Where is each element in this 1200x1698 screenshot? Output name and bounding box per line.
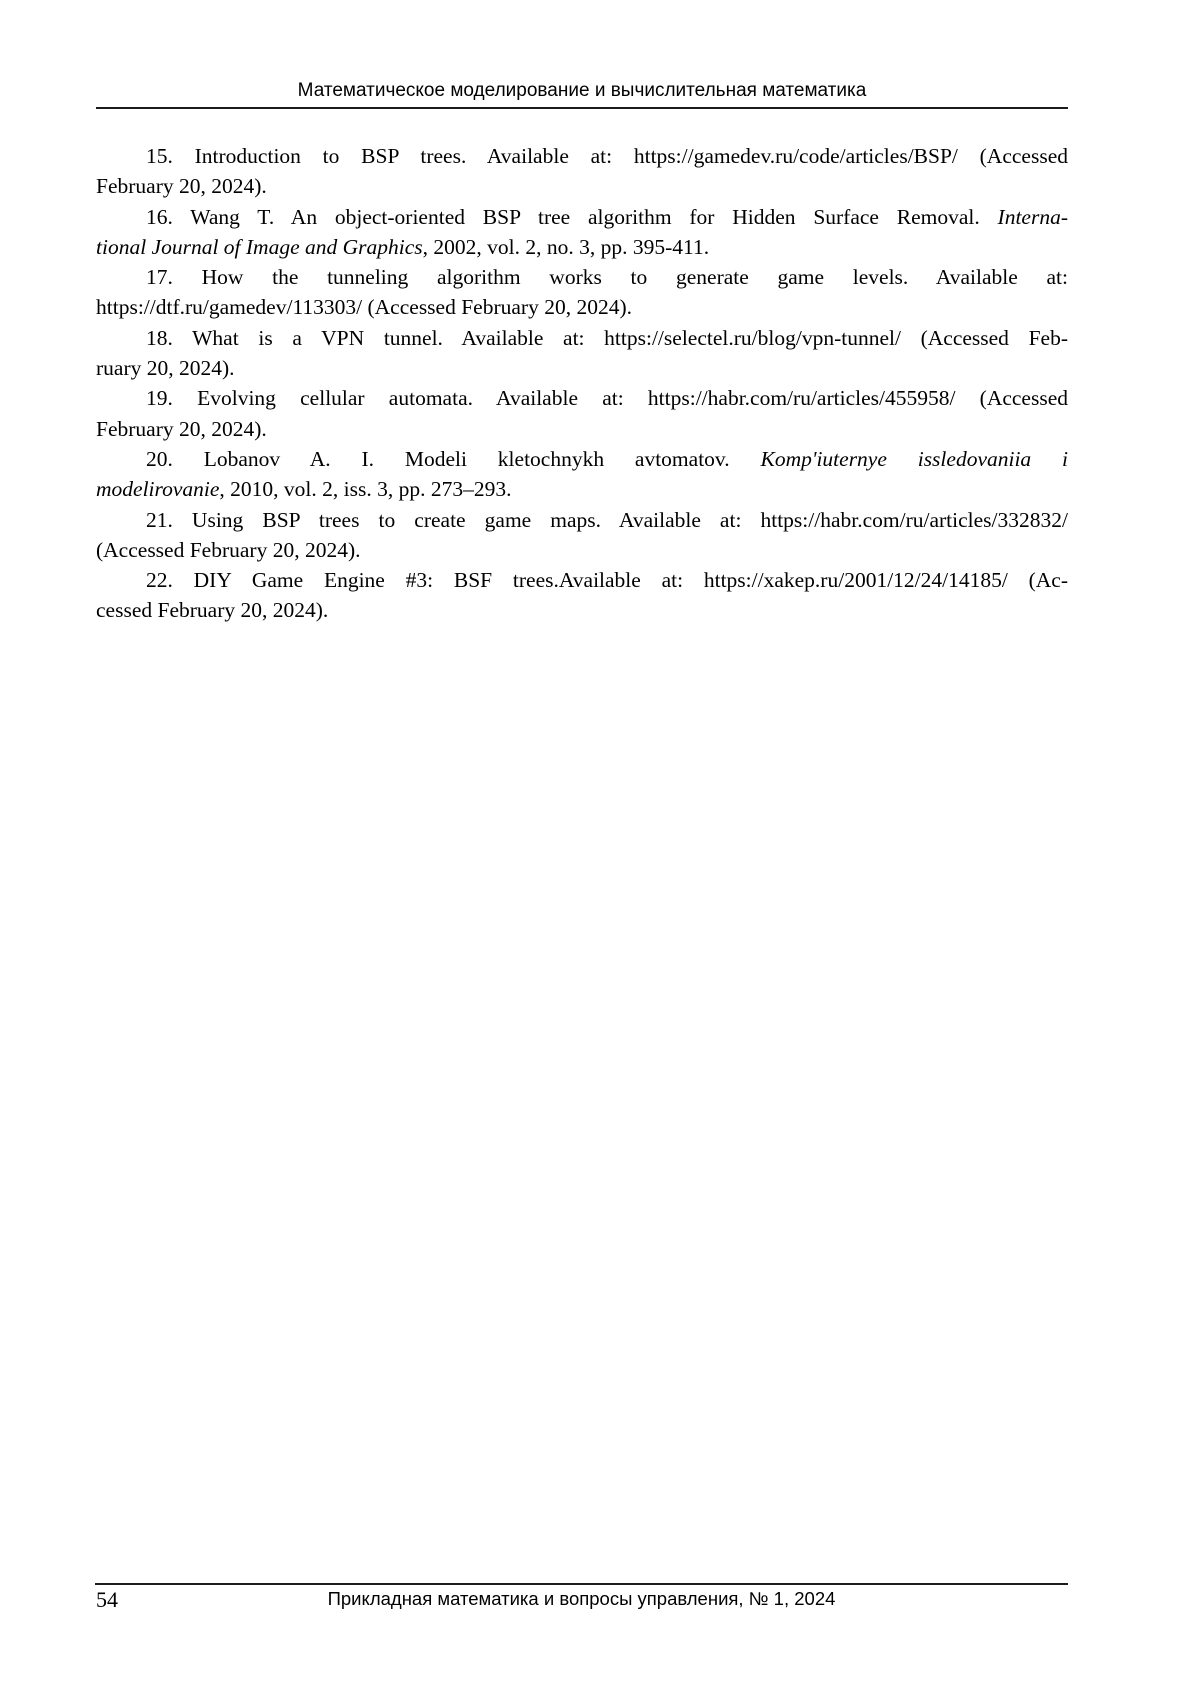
references-list bbox=[96, 141, 1068, 626]
reference-line bbox=[96, 565, 1068, 595]
reference-text-segment: cessed February 20, 2024). bbox=[96, 598, 329, 623]
reference-text-segment: , 2010, vol. 2, iss. 3, pp. 273–293. bbox=[219, 477, 512, 502]
reference-text-segment: 17. How the tunneling algorithm works to generate game levels. Available at: bbox=[146, 265, 1068, 290]
reference-text-segment: , 2002, vol. 2, no. 3, pp. 395-411. bbox=[422, 234, 710, 259]
reference-text-segment: ruary 20, 2024). bbox=[96, 356, 235, 381]
reference-text-segment: February 20, 2024). bbox=[96, 174, 267, 199]
reference-line bbox=[96, 474, 1068, 504]
page-number: 54 bbox=[96, 1587, 118, 1612]
reference-text-segment: 22. DIY Game Engine #3: BSF trees.Available at: https://xakep.ru/2001/12/24/14185/ (Ac- bbox=[146, 568, 1068, 593]
reference-line bbox=[96, 202, 1068, 232]
reference-text-segment: February 20, 2024). bbox=[96, 416, 267, 441]
reference-item bbox=[96, 444, 1068, 505]
reference-item bbox=[96, 202, 1068, 263]
reference-text-segment: 15. Introduction to BSP trees. Available at: https://gamedev.ru/code/articles/BSP/ (Accessed bbox=[146, 144, 1068, 168]
reference-text-segment: 19. Evolving cellular automata. Available at: https://habr.com/ru/articles/455958/ (Accessed bbox=[146, 386, 1068, 411]
reference-journal-name: tional Journal of Image and Graphics bbox=[96, 234, 423, 259]
reference-text-segment: 16. Wang T. An object-oriented BSP tree algorithm for Hidden Surface Removal. bbox=[146, 204, 998, 229]
reference-line bbox=[96, 141, 1068, 171]
reference-line bbox=[96, 595, 1068, 625]
page-footer bbox=[95, 1586, 1068, 1612]
footer-rule bbox=[95, 1583, 1068, 1585]
reference-text-segment: 20. Lobanov A. I. Modeli kletochnykh avtomatov. bbox=[146, 446, 761, 471]
reference-text-segment: 18. What is a VPN tunnel. Available at: https://selectel.ru/blog/vpn-tunnel/ (Accessed Feb- bbox=[146, 325, 1068, 350]
reference-item bbox=[96, 323, 1068, 384]
reference-line bbox=[96, 292, 1068, 322]
reference-line bbox=[96, 505, 1068, 535]
reference-item bbox=[96, 141, 1068, 202]
reference-text-segment: 21. Using BSP trees to create game maps. Available at: https://habr.com/ru/articles/332832/ bbox=[146, 507, 1068, 532]
reference-line bbox=[96, 535, 1068, 565]
journal-title: Прикладная математика и вопросы управления, № 1, 2024 bbox=[327, 1588, 836, 1609]
reference-text-segment: https://dtf.ru/gamedev/113303/ (Accessed February 20, 2024). bbox=[96, 295, 632, 320]
running-header bbox=[96, 80, 1068, 109]
reference-journal-name: modelirovanie bbox=[96, 477, 220, 502]
reference-line bbox=[96, 323, 1068, 353]
reference-journal-name: Komp'iuternye issledovaniia i bbox=[760, 446, 1068, 471]
reference-line bbox=[96, 353, 1068, 383]
reference-journal-name: Interna- bbox=[997, 204, 1068, 229]
reference-line bbox=[96, 414, 1068, 444]
reference-item bbox=[96, 383, 1068, 444]
reference-item bbox=[96, 565, 1068, 626]
reference-text-segment: (Accessed February 20, 2024). bbox=[96, 537, 361, 562]
reference-item bbox=[96, 262, 1068, 323]
reference-line bbox=[96, 383, 1068, 413]
reference-line bbox=[96, 262, 1068, 292]
reference-line bbox=[96, 171, 1068, 201]
reference-line bbox=[96, 232, 1068, 262]
running-header-title: Математическое моделирование и вычислительная математика bbox=[297, 80, 867, 101]
reference-item bbox=[96, 505, 1068, 566]
reference-line bbox=[96, 444, 1068, 474]
